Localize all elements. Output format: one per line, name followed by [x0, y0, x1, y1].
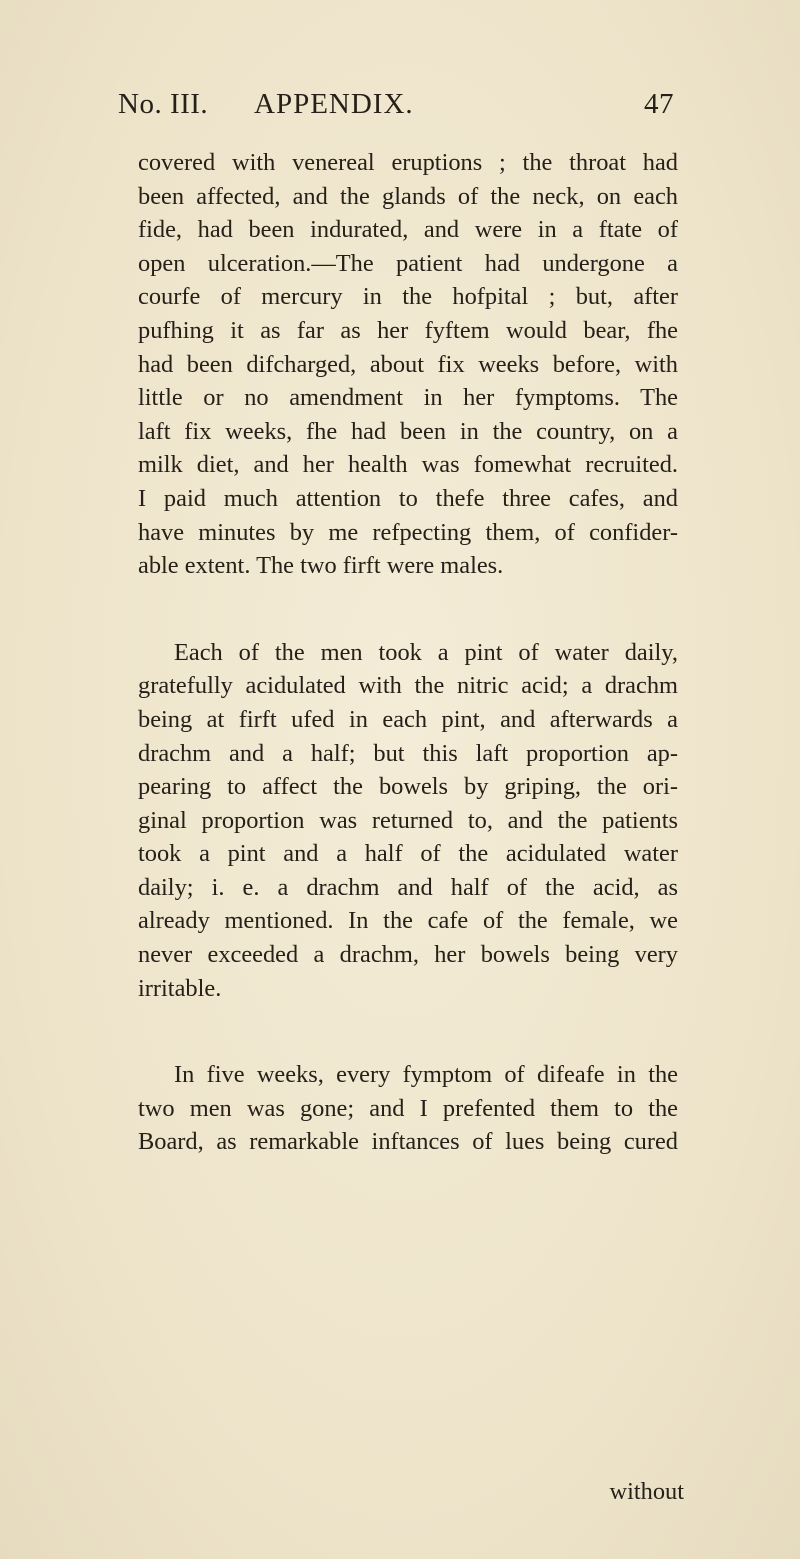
- text-line: In five weeks, every fymptom of difeafe in the: [174, 1061, 678, 1089]
- text-line: Each of the men took a pint of water daily,: [174, 638, 678, 666]
- text-line: pufhing it as far as her fyftem would bear, fhe: [138, 316, 678, 344]
- text-line: daily; i. e. a drachm and half of the acid, as: [138, 873, 678, 901]
- text-line: already mentioned. In the cafe of the female, we: [138, 907, 678, 935]
- text-line: never exceeded a drachm, her bowels being very: [138, 941, 678, 969]
- appendix-number: No. III.: [118, 88, 209, 120]
- catchword: without: [609, 1478, 684, 1505]
- paragraph-1: [138, 146, 678, 583]
- paragraph-2: [138, 636, 678, 1006]
- text-line: being at firft ufed in each pint, and afterwards a: [138, 705, 678, 733]
- text-line: little or no amendment in her fymptoms. The: [138, 384, 678, 412]
- running-header: [118, 88, 674, 132]
- text-line: open ulceration.—The patient had undergone a: [138, 249, 678, 277]
- text-line: two men was gone; and I prefented them to the: [138, 1094, 678, 1122]
- paragraph-3: [138, 1058, 678, 1159]
- text-line: able extent. The two firft were males.: [138, 552, 504, 580]
- text-line: had been difcharged, about fix weeks before, with: [138, 350, 678, 378]
- paragraph-gap: [138, 1005, 678, 1058]
- text-line: pearing to affect the bowels by griping, the ori-: [138, 773, 678, 801]
- text-line: Board, as remarkable inftances of lues being cured: [138, 1128, 678, 1156]
- text-line: gratefully acidulated with the nitric acid; a drachm: [138, 672, 678, 700]
- text-line: fide, had been indurated, and were in a ftate of: [138, 216, 678, 244]
- text-line: I paid much attention to thefe three cafes, and: [138, 484, 678, 512]
- text-line: have minutes by me refpecting them, of confider-: [138, 518, 678, 546]
- paragraph-gap: [138, 583, 678, 636]
- page-number: 47: [644, 88, 674, 120]
- text-line: irritable.: [138, 974, 222, 1002]
- text-line: milk diet, and her health was fomewhat recruited.: [138, 451, 678, 479]
- text-line: courfe of mercury in the hofpital ; but, after: [138, 283, 678, 311]
- text-line: been affected, and the glands of the neck, on each: [138, 182, 678, 210]
- text-line: laft fix weeks, fhe had been in the country, on a: [138, 417, 678, 445]
- text-line: drachm and a half; but this laft proportion ap-: [138, 739, 678, 767]
- text-line: covered with venereal eruptions ; the throat had: [138, 149, 678, 176]
- text-line: took a pint and a half of the acidulated water: [138, 840, 678, 868]
- body-text: [138, 146, 678, 1159]
- text-line: ginal proportion was returned to, and the patients: [138, 806, 678, 834]
- running-title: APPENDIX.: [254, 88, 414, 120]
